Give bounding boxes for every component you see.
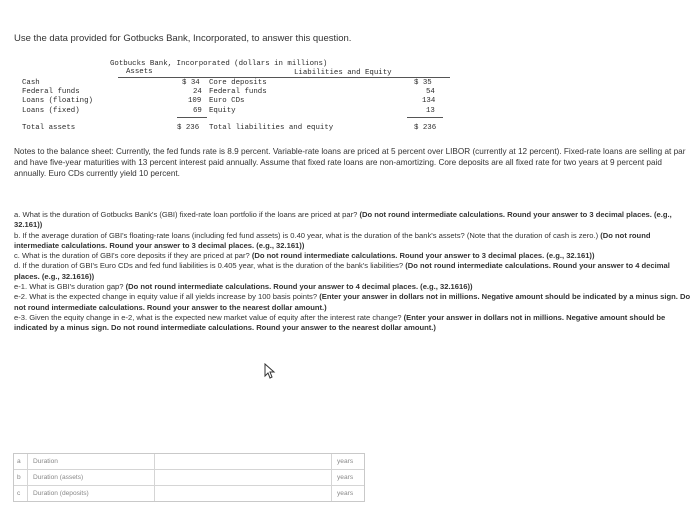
liability-value: 54	[426, 88, 435, 96]
duration-assets-input[interactable]	[155, 470, 331, 485]
question-list	[14, 210, 696, 334]
asset-label: Federal funds	[22, 88, 80, 96]
answer-part-letter: b	[14, 470, 28, 485]
answer-unit: years	[337, 458, 354, 465]
title-rule	[118, 77, 450, 78]
balance-sheet	[22, 60, 450, 140]
question-e2: e-2. What is the expected change in equity value if all yields increase by 100 basis points? (Enter your answer in dollars not in millions. Negative amount should be indicated by a minus sign. Do not round intermediate calculations. Round your answer to the nearest dollar amount.)	[14, 292, 691, 312]
asset-label: Loans (floating)	[22, 97, 93, 105]
answer-unit: years	[337, 490, 354, 497]
liability-label: Total liabilities and equity	[209, 124, 334, 132]
answer-label: Duration (assets)	[28, 470, 155, 485]
question-a: a. What is the duration of Gotbucks Bank's (GBI) fixed-rate loan portfolio if the loans are priced at par? (Do not round intermediate calculations. Round your answer to 3 decimal places. (e.g., 32.161))	[14, 210, 672, 230]
answer-part-letter: c	[14, 486, 28, 501]
question-c: c. What is the duration of GBI's core deposits if they are priced at par? (Do not round intermediate calculations. Round your answer to 3 decimal places. (e.g., 32.161))	[14, 251, 595, 261]
duration-deposits-input[interactable]	[155, 486, 331, 501]
liability-value: 134	[422, 97, 436, 105]
asset-label: Cash	[22, 79, 40, 87]
asset-value: $ 236	[177, 124, 200, 132]
liability-value: $ 236	[414, 124, 437, 132]
liability-label: Federal funds	[209, 88, 267, 96]
asset-value: 109	[188, 97, 202, 105]
assets-header: Assets	[126, 68, 153, 76]
liability-label: Euro CDs	[209, 97, 245, 105]
question-e1: e-1. What is GBI's duration gap? (Do not round intermediate calculations. Round your answer to 4 decimal places. (e.g., 32.1616))	[14, 282, 473, 292]
asset-value: 24	[193, 88, 202, 96]
liability-label: Core deposits	[209, 79, 267, 87]
answer-label: Duration (deposits)	[28, 486, 155, 501]
asset-value: 69	[193, 107, 202, 115]
balance-sheet-notes: Notes to the balance sheet: Currently, the fed funds rate is 8.9 percent. Variable-rate loans are priced at 5 percent over LIBOR (currently at 12 percent). Fixed-rate loans are selling at par and have five-year maturities with 13 percent interest paid annually. Assume that fixed rate loans are non-amortizing. Core deposits are all fixed rate for two years at 9 percent paid annually. Euro CDs currently yield 10 percent.	[14, 147, 686, 178]
answer-row	[14, 454, 364, 470]
liability-rule	[407, 117, 443, 118]
intro-text: Use the data provided for Gotbucks Bank, Incorporated, to answer this question.	[14, 33, 352, 44]
answer-label: Duration	[28, 454, 155, 469]
asset-value: $ 34	[182, 79, 200, 87]
mouse-cursor-icon	[264, 363, 276, 379]
asset-label: Total assets	[22, 124, 76, 132]
liability-value: $ 35	[414, 79, 432, 87]
liability-value: 13	[426, 107, 435, 115]
question-e3: e-3. Given the equity change in e-2, what is the expected new market value of equity after the interest rate change? (Enter your answer in dollars not in millions. Negative amount should be indicated by a minus sign. Do not round intermediate calculations. Round your answer to the nearest dollar amount.)	[14, 312, 666, 333]
balance-sheet-title: Gotbucks Bank, Incorporated (dollars in millions)	[110, 60, 328, 68]
answer-table	[13, 453, 365, 502]
duration-input[interactable]	[155, 454, 331, 469]
asset-rule	[177, 117, 207, 118]
answer-row	[14, 486, 364, 501]
asset-label: Loans (fixed)	[22, 107, 80, 115]
question-b: b. If the average duration of GBI's floating-rate loans (including fed fund assets) is 0.40 year, what is the duration of the bank's assets? (Note that the duration of cash is zero.) (Do not round intermediate calculations. Round your answer to 3 decimal places. (e.g., 32.161))	[14, 230, 651, 250]
question-d: d. If the duration of GBI's Euro CDs and fed fund liabilities is 0.405 year, what is the duration of the bank's liabilities? (Do not round intermediate calculations. Round your answer to 4 decimal places. (e.g., 32.1616))	[14, 261, 670, 281]
liability-label: Equity	[209, 107, 236, 115]
answer-unit: years	[337, 474, 354, 481]
answer-row	[14, 470, 364, 486]
liabilities-header: Liabilities and Equity	[294, 69, 392, 77]
answer-part-letter: a	[14, 454, 28, 469]
